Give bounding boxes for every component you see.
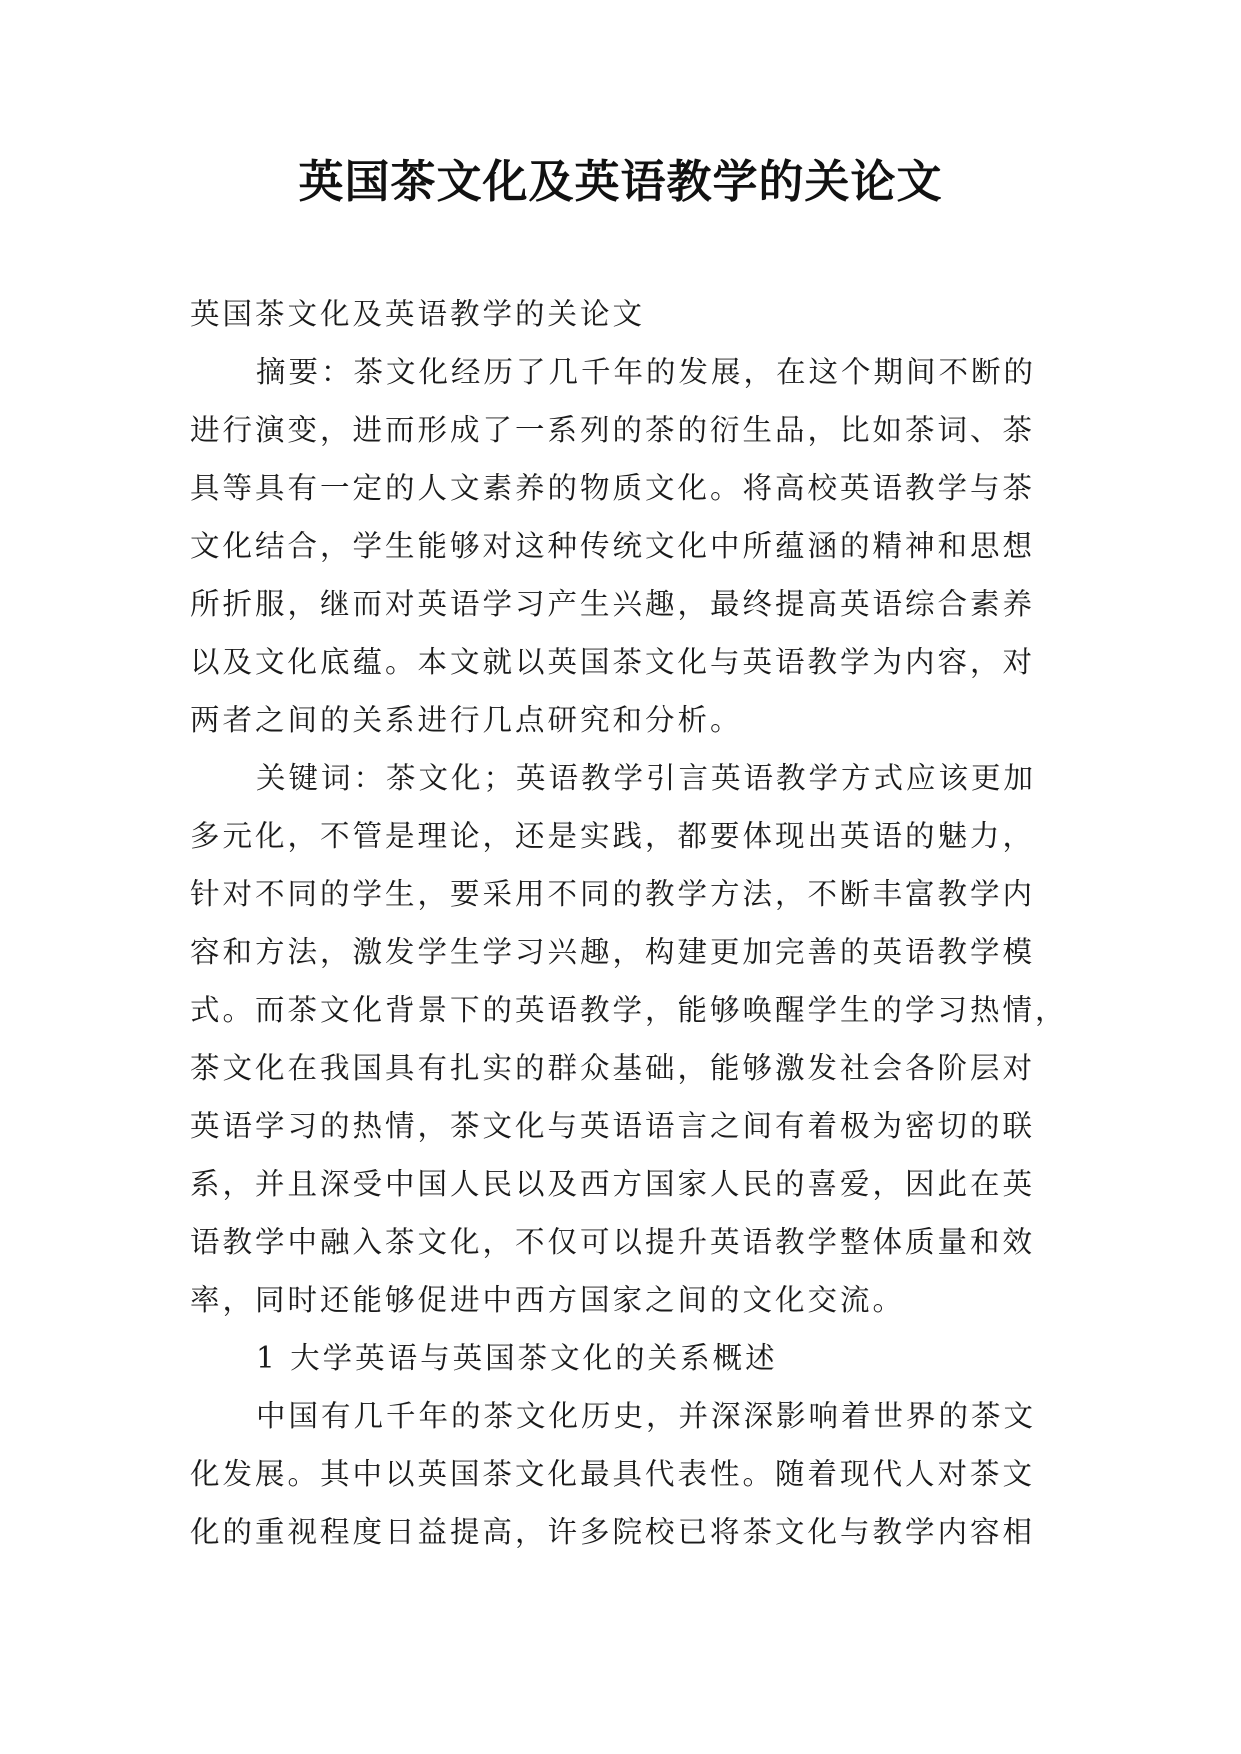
text-line: 语教学中融入茶文化，不仅可以提升英语教学整体质量和效 (190, 1225, 1036, 1259)
text-line: 针对不同的学生，要采用不同的教学方法，不断丰富教学内 (190, 877, 1036, 911)
text-line: 多元化，不管是理论，还是实践，都要体现出英语的魅力， (190, 819, 1036, 853)
text-line: 所折服，继而对英语学习产生兴趣，最终提高英语综合素养 (190, 587, 1036, 621)
text-line: 系，并且深受中国人民以及西方国家人民的喜爱，因此在英 (190, 1167, 1036, 1201)
document-title: 英国茶文化及英语教学的关论文 (298, 155, 943, 208)
text-line: 化发展。其中以英国茶文化最具代表性。随着现代人对茶文 (190, 1457, 1036, 1491)
text-line: 茶文化在我国具有扎实的群众基础，能够激发社会各阶层对 (190, 1051, 1036, 1085)
text-line: 两者之间的关系进行几点研究和分析。 (190, 703, 743, 737)
text-line: 英语学习的热情，茶文化与英语语言之间有着极为密切的联 (190, 1109, 1036, 1143)
text-line: 摘要：茶文化经历了几千年的发展，在这个期间不断的 (256, 355, 1037, 389)
text-line: 1 大学英语与英国茶文化的关系概述 (256, 1341, 778, 1375)
text-line: 具等具有一定的人文素养的物质文化。将高校英语教学与茶 (190, 471, 1036, 505)
text-line: 中国有几千年的茶文化历史，并深深影响着世界的茶文 (256, 1399, 1037, 1433)
document-body (190, 285, 1068, 1561)
text-line: 进行演变，进而形成了一系列的茶的衍生品，比如茶词、茶 (190, 413, 1036, 447)
text-line: 容和方法，激发学生学习兴趣，构建更加完善的英语教学模 (190, 935, 1036, 969)
text-line: 英国茶文化及英语教学的关论文 (190, 297, 646, 331)
text-line: 率，同时还能够促进中西方国家之间的文化交流。 (190, 1283, 906, 1317)
text-line: 文化结合，学生能够对这种传统文化中所蕴涵的精神和思想 (190, 529, 1036, 563)
text-line: 关键词：茶文化；英语教学引言英语教学方式应该更加 (256, 761, 1037, 795)
text-line: 化的重视程度日益提高，许多院校已将茶文化与教学内容相 (190, 1515, 1036, 1549)
text-line: 以及文化底蕴。本文就以英国茶文化与英语教学为内容，对 (190, 645, 1036, 679)
text-line: 式。而茶文化背景下的英语教学，能够唤醒学生的学习热情， (190, 993, 1068, 1027)
